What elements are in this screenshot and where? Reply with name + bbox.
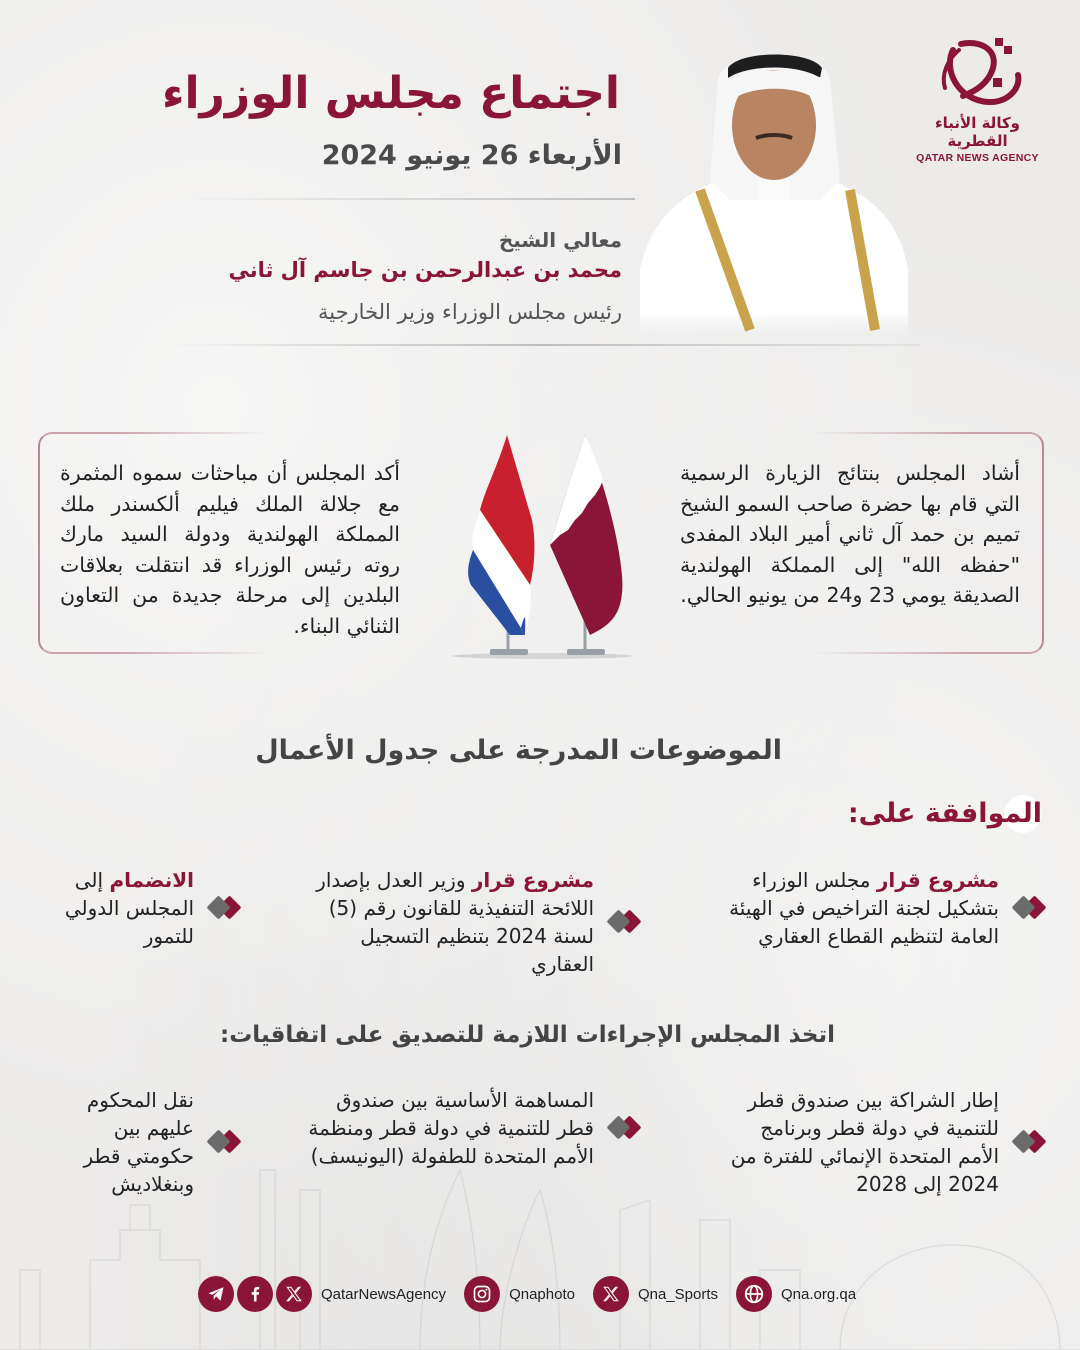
item-text: وزير العدل بإصدار اللائحة التنفيذية للقانون رقم (5) لسنة 2024 بتنظيم التسجيل العقاري — [316, 868, 594, 976]
official-position: رئيس مجلس الوزراء وزير الخارجية — [317, 300, 622, 324]
official-honorific: معالي الشيخ — [498, 228, 622, 252]
approval-item — [300, 866, 640, 978]
official-portrait — [640, 30, 910, 345]
approval-item — [715, 866, 1045, 950]
doha-skyline-decoration — [0, 1150, 1080, 1350]
statement-box-visit-results — [660, 432, 1044, 654]
telegram-icon[interactable] — [198, 1276, 234, 1312]
diamond-bullet-icon — [606, 911, 640, 933]
social-handle-qatarnewsagency[interactable]: QatarNewsAgency — [321, 1285, 447, 1303]
qatar-flag-icon — [550, 435, 622, 655]
official-name: محمد بن عبدالرحمن بن جاسم آل ثاني — [228, 258, 622, 282]
logo-english-name: QATAR NEWS AGENCY — [916, 152, 1039, 164]
diamond-bullet-icon — [1011, 897, 1045, 919]
approval-item — [35, 866, 240, 950]
item-highlight: الانضمام — [109, 868, 194, 892]
meeting-date: الأربعاء 26 يونيو 2024 — [321, 140, 622, 171]
page-title: اجتماع مجلس الوزراء — [161, 68, 620, 119]
item-text: المساهمة الأساسية بين صندوق قطر للتنمية في دولة قطر ومنظمة الأمم المتحدة للطفولة (اليونيسف) — [308, 1088, 594, 1168]
statement-text: أشاد المجلس بنتائج الزيارة الرسمية التي قام بها حضرة صاحب السمو الشيخ تميم بن حمد آل ثاني أمير البلاد المفدى "حفظه الله" إلى المملكة الهولندية الصديقة يومي 23 و24 من يونيو الحالي. — [680, 461, 1020, 607]
netherlands-qatar-flags — [440, 425, 645, 665]
statement-text: أكد المجلس أن مباحثات سموه المثمرة مع جلالة الملك فيليم ألكسندر ملك المملكة الهولندية ودولة السيد مارك روته رئيس الوزراء قد انتقلت بعلاقات البلدين إلى مرحلة جديدة من التعاون الثنائي البناء. — [60, 461, 400, 638]
item-text: نقل المحكوم عليهم بين حكومتي قطر وبنغلاديش — [83, 1088, 194, 1196]
item-highlight: مشروع قرار — [471, 868, 594, 892]
facebook-icon[interactable] — [237, 1276, 273, 1312]
approval-heading — [848, 795, 1042, 835]
diamond-bullet-icon — [206, 897, 240, 919]
agenda-title: الموضوعات المدرجة على جدول الأعمال — [255, 735, 782, 766]
social-handle-qna-sports[interactable]: Qna_Sports — [637, 1285, 718, 1303]
logo-arabic-name: وكالة الأنباء القطرية — [935, 114, 1020, 150]
diamond-bullet-icon — [606, 1117, 640, 1139]
globe-icon[interactable] — [736, 1276, 772, 1312]
instagram-icon[interactable] — [464, 1276, 500, 1312]
item-text: إلى المجلس الدولي للتمور — [64, 868, 194, 948]
social-handle-qnaphoto[interactable]: Qnaphoto — [509, 1285, 575, 1303]
social-footer — [198, 1276, 874, 1312]
divider — [165, 344, 920, 346]
website-link[interactable]: Qna.org.qa — [781, 1285, 857, 1303]
qna-emblem-icon — [933, 30, 1023, 112]
statement-box-talks — [38, 432, 422, 654]
netherlands-flag-icon — [468, 435, 534, 655]
ratification-title: اتخذ المجلس الإجراءات اللازمة للتصديق على اتفاقيات: — [220, 1022, 835, 1048]
divider — [180, 198, 635, 200]
qna-logo — [905, 30, 1050, 164]
item-highlight: مشروع قرار — [876, 868, 999, 892]
x-icon[interactable] — [276, 1276, 312, 1312]
x-icon[interactable] — [593, 1276, 629, 1312]
approval-title: الموافقة على: — [847, 798, 1042, 829]
item-text: إطار الشراكة بين صندوق قطر للتنمية في دولة قطر وبرنامج الأمم المتحدة الإنمائي للفترة من 2024 إلى 2028 — [730, 1088, 999, 1196]
item-text: مجلس الوزراء بتشكيل لجنة التراخيص في الهيئة العامة لتنظيم القطاع العقاري — [729, 868, 999, 948]
